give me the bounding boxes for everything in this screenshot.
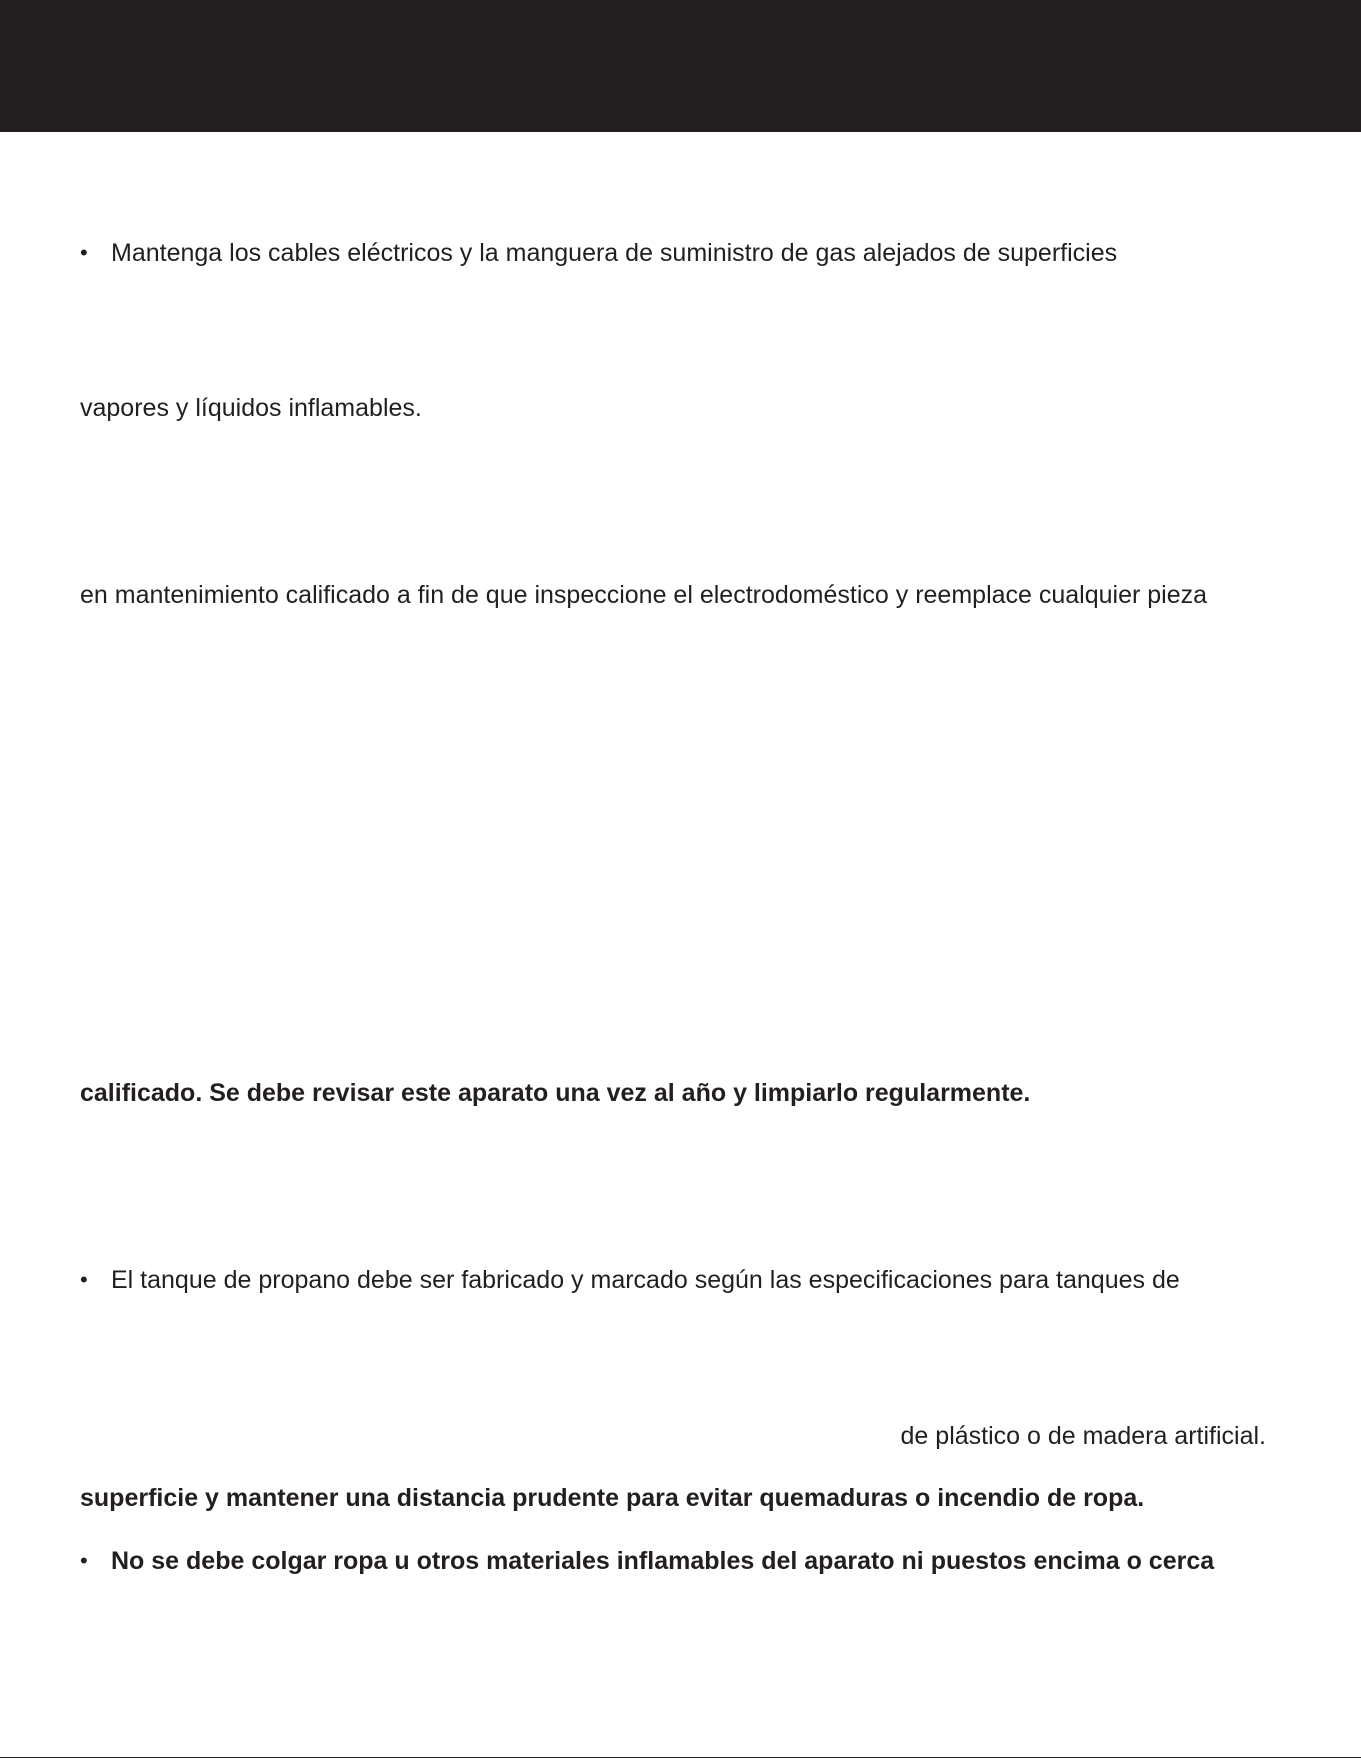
text-line-3: en mantenimiento calificado a fin de que inspeccione el electrodoméstico y reemplace cualquier pieza — [80, 581, 1208, 609]
text-line-5: El tanque de propano debe ser fabricado y marcado según las especificaciones para tanques de — [111, 1266, 1180, 1294]
text-line-1: Mantenga los cables eléctricos y la manguera de suministro de gas alejados de superficies — [111, 239, 1118, 267]
bullet-1: • — [80, 240, 88, 265]
text-line-8: No se debe colgar ropa u otros materiales inflamables del aparato ni puestos encima o cerca — [111, 1547, 1215, 1575]
footer-rule — [0, 1757, 1361, 1758]
header-band — [0, 0, 1361, 132]
bullet-3: • — [80, 1548, 88, 1573]
text-line-6: de plástico o de madera artificial. — [900, 1422, 1266, 1450]
bullet-2: • — [80, 1267, 88, 1292]
text-line-2: vapores y líquidos inflamables. — [80, 394, 422, 422]
text-line-7: superficie y mantener una distancia prudente para evitar quemaduras o incendio de ropa. — [80, 1484, 1145, 1512]
text-line-4: calificado. Se debe revisar este aparato una vez al año y limpiarlo regularmente. — [80, 1079, 1031, 1107]
